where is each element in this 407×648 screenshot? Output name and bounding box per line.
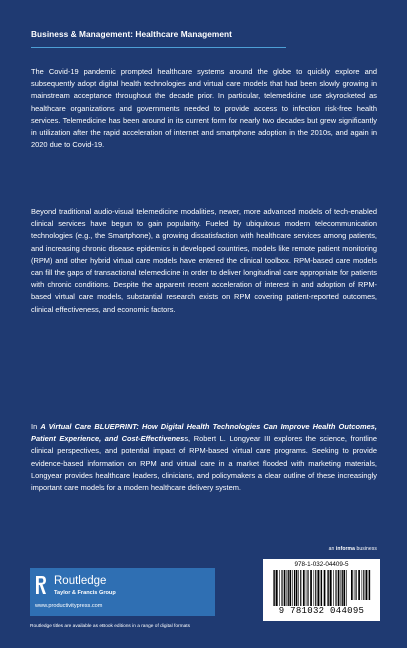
barcode-bar bbox=[354, 570, 355, 600]
barcode-bar bbox=[369, 570, 370, 600]
header-rule bbox=[31, 47, 286, 48]
publisher-logo-box bbox=[30, 568, 215, 616]
informa-brand: informa bbox=[335, 546, 355, 552]
barcode-bar bbox=[356, 570, 357, 600]
barcode-bar bbox=[338, 570, 340, 606]
category-heading: Business & Management: Healthcare Management bbox=[31, 29, 232, 39]
barcode-bar bbox=[307, 570, 308, 606]
publisher-name: Routledge bbox=[54, 575, 107, 587]
informa-tagline bbox=[329, 546, 377, 552]
isbn-label: 978-1-032-04409-5 bbox=[294, 561, 349, 568]
barcode-bar bbox=[362, 570, 363, 600]
routledge-logo-icon bbox=[35, 575, 47, 595]
book-title: A Virtual Care BLUEPRINT: How Digital Health Technologies Can Improve Health Outcomes, Patient Experience, and Cost-Effectivenes bbox=[31, 422, 377, 444]
barcode-bar bbox=[292, 570, 293, 606]
barcode-bar bbox=[346, 570, 347, 606]
barcode-bar bbox=[276, 570, 278, 606]
barcode-bar bbox=[366, 570, 368, 600]
price-barcode-bars bbox=[351, 570, 373, 600]
paragraph-prefix: In bbox=[31, 422, 41, 431]
barcode-bar bbox=[342, 570, 343, 606]
body-paragraph-1: The Covid-19 pandemic prompted healthcare systems around the globe to quickly explore and subsequently adopt digital health technologies and virtual care models that had been slowly growing in mainstream acceptance throughout the decade prior. In particular, telemedicine use skyrocketed as healthcare organizations and governments needed to provide access to infection risk-free health services. Telemedicine has been around in its current form for nearly two decades but grew significantly in utilization after the rapid acceleration of internet and smartphone adoption in the 2010s, and again in 2020 due to Covid-19. bbox=[31, 67, 377, 150]
isbn-barcode bbox=[263, 559, 380, 621]
barcode-bar bbox=[310, 570, 312, 606]
barcode-bar bbox=[315, 570, 316, 606]
barcode-bar bbox=[298, 570, 299, 606]
barcode-bar bbox=[343, 570, 345, 606]
barcode-bar bbox=[358, 570, 360, 600]
barcode-bar bbox=[287, 570, 288, 606]
isbn-digits: 9 781032 044095 bbox=[278, 606, 365, 616]
barcode-bar bbox=[330, 570, 332, 606]
barcode-bar bbox=[303, 570, 305, 606]
barcode-bar bbox=[306, 570, 307, 606]
barcode-bar bbox=[327, 570, 328, 606]
barcode-bar bbox=[279, 570, 280, 606]
barcode-bar bbox=[320, 570, 321, 606]
barcode-bar bbox=[341, 570, 342, 606]
barcode-bar bbox=[289, 570, 291, 606]
barcode-bar bbox=[351, 570, 353, 600]
barcode-bar bbox=[328, 570, 329, 606]
barcode-bar bbox=[284, 570, 286, 606]
barcode-bar bbox=[273, 570, 274, 606]
barcode-bar bbox=[294, 570, 295, 606]
barcode-bar bbox=[321, 570, 322, 606]
publisher-url[interactable]: www.productivitypress.com bbox=[35, 603, 103, 609]
barcode-bar bbox=[363, 570, 364, 600]
barcode-bars bbox=[273, 570, 347, 606]
publisher-group: Taylor & Francis Group bbox=[54, 590, 116, 596]
informa-prefix: an bbox=[328, 546, 336, 552]
body-paragraph-2: Beyond traditional audio-visual telemedicine modalities, newer, more advanced models of tech-enabled clinical services have begun to gain popularity. Fueled by ubiquitous modern telecommunication technologies (e.g., the Smartphone), a growing dissatisfaction with healthcare services among patients, and increasing chronic disease epidemics in developed countries, models like remote patient monitoring (RPM) and other hybrid virtual care models have entered the clinical toolbox. RPM-based care models can fill the gaps of transactional telemedicine in order to deliver longitudinal care appropriate for patients with chronic conditions. Despite the apparent recent acceleration of interest in and adoption of RPM-based virtual care models, substantial research exists on RPM covering patient-reported outcomes, clinical effectiveness, and economic factors. bbox=[31, 207, 377, 314]
barcode-bar bbox=[296, 570, 298, 606]
barcode-bar bbox=[288, 570, 289, 606]
barcode-bar bbox=[368, 570, 369, 600]
paragraph-rest: s, Robert L. Longyear III explores the science, frontline clinical perspectives, and potential impact of RPM-based virtual care programs. Seeking to provide evidence-based information on RPM and virtual care in a market flooded with marketing materials, Longyear provides healthcare leaders, clinicians, and policymakers a clear outline of these increasingly important care models for a modern healthcare delivery system. bbox=[31, 434, 377, 493]
body-paragraph-3 bbox=[31, 421, 377, 494]
barcode-bar bbox=[333, 570, 334, 606]
barcode-bar bbox=[300, 570, 301, 606]
informa-suffix: business bbox=[354, 546, 377, 552]
barcode-bar bbox=[335, 570, 336, 606]
barcode-bar bbox=[324, 570, 326, 606]
barcode-bar bbox=[314, 570, 315, 606]
barcode-bar bbox=[317, 570, 319, 606]
barcode-bar bbox=[281, 570, 282, 606]
barcode-bar bbox=[274, 570, 275, 606]
ebook-note: Routledge titles are available as eBook editions in a range of digital formats bbox=[30, 624, 190, 629]
